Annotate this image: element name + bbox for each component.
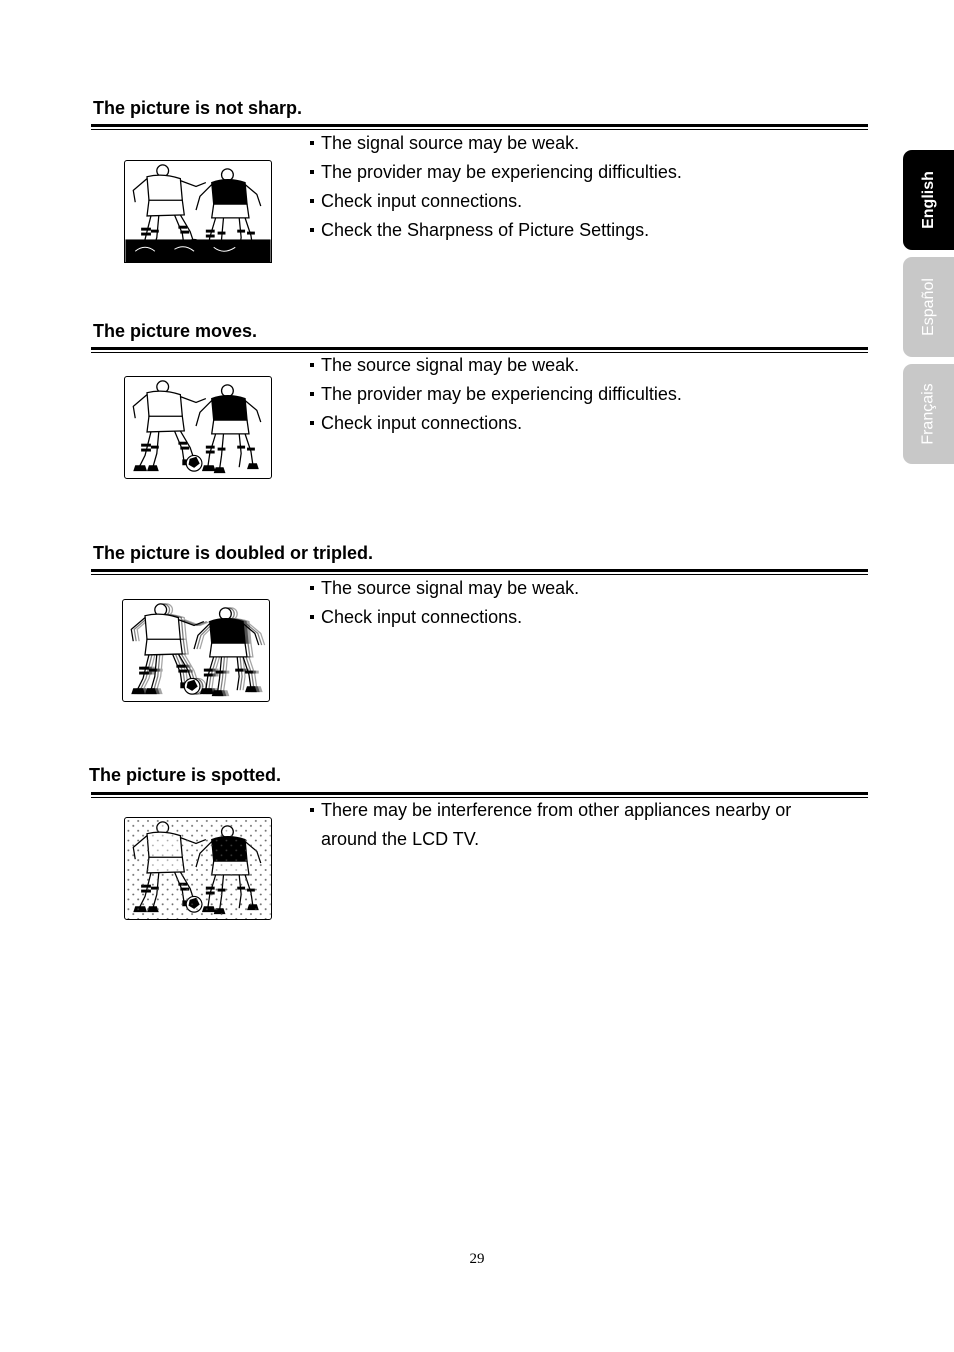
section-title: The picture is doubled or tripled.	[93, 543, 374, 563]
soccer-players-ghosted-image	[122, 599, 270, 702]
soccer-players-blurry-image	[124, 160, 272, 263]
tab-francais[interactable]	[903, 364, 954, 464]
list-item: The provider may be experiencing difficulties.	[309, 158, 839, 187]
title-rule-thick	[91, 569, 868, 572]
list-item: The source signal may be weak.	[309, 351, 839, 380]
tab-label: Français	[919, 383, 937, 445]
tab-english[interactable]	[903, 150, 954, 250]
page-number: 29	[469, 1251, 485, 1267]
list-item: There may be interference from other appliances nearby or around the LCD TV.	[309, 796, 839, 854]
tab-label: Español	[919, 278, 937, 336]
title-rule-thick	[91, 792, 868, 795]
bullet-list	[309, 796, 839, 854]
list-item: The provider may be experiencing difficulties.	[309, 380, 839, 409]
tab-espanol[interactable]	[903, 257, 954, 357]
list-item: Check input connections.	[309, 409, 839, 438]
section-title: The picture is not sharp.	[93, 98, 303, 118]
title-rule-thick	[91, 124, 868, 127]
bullet-list	[309, 129, 839, 245]
section-title: The picture moves.	[93, 321, 258, 341]
list-item: The source signal may be weak.	[309, 574, 839, 603]
list-item: Check the Sharpness of Picture Settings.	[309, 216, 839, 245]
list-item: Check input connections.	[309, 187, 839, 216]
bullet-list	[309, 351, 839, 438]
title-rule-thick	[91, 347, 868, 350]
soccer-players-spotted-image	[124, 817, 272, 920]
bullet-list	[309, 574, 839, 632]
section-title: The picture is spotted.	[89, 765, 282, 785]
list-item: Check input connections.	[309, 603, 839, 632]
soccer-players-moving-image	[124, 376, 272, 479]
list-item: The signal source may be weak.	[309, 129, 839, 158]
tab-label: English	[919, 171, 937, 229]
